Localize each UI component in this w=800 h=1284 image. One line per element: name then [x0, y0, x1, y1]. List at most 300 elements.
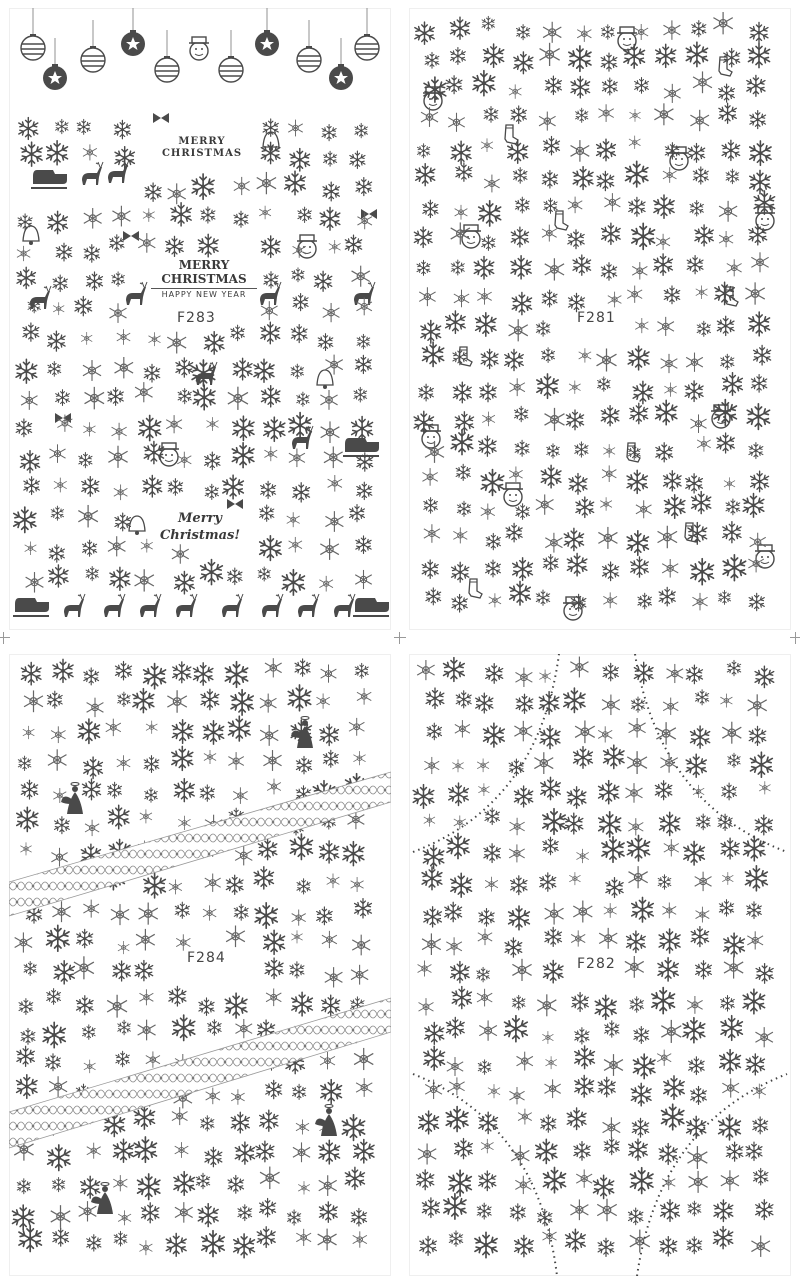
snowflake-icon: [511, 256, 531, 279]
snowflake-icon: [254, 867, 273, 889]
snowflake-icon: [422, 867, 442, 890]
snowflake-icon: [514, 52, 533, 74]
snowflake-icon: [597, 139, 616, 161]
snowflake-icon: [235, 1142, 254, 1164]
snowflake-icon: [172, 746, 193, 770]
snowflake-icon: [598, 726, 612, 742]
snowflake-icon: [143, 475, 162, 497]
snowflake-icon: [476, 313, 496, 336]
greeting-script-christmas: Christmas!: [159, 528, 241, 543]
snowflake-icon: [755, 815, 772, 835]
snowflake-icon: [564, 688, 585, 712]
snowflake-icon: [82, 1025, 95, 1040]
snowflake-icon: [169, 879, 182, 894]
snowflake-icon: [477, 1203, 491, 1219]
snowflake-icon: [288, 685, 310, 711]
snowflake-icon: [206, 417, 218, 431]
snowflake-icon: [86, 567, 98, 581]
snowflake-icon: [82, 477, 99, 497]
snowflake-icon: [48, 749, 67, 770]
snowflake-icon: [451, 48, 466, 65]
snowflake-icon: [24, 961, 36, 975]
snowflake-icon: [20, 451, 39, 473]
snowflake-icon: [109, 303, 126, 323]
snowflake-icon: [114, 120, 130, 138]
snowflake-icon: [746, 1054, 764, 1075]
snowflake-icon: [481, 349, 498, 368]
snowflake-icon: [82, 779, 100, 800]
snowflake-icon: [690, 201, 703, 216]
snowflake-icon: [627, 286, 642, 303]
snowflake-icon: [536, 1139, 557, 1163]
lace-band: [9, 772, 391, 916]
snowflake-icon: [452, 562, 469, 582]
snowflake-icon: [291, 325, 307, 343]
snowflake-icon: [77, 929, 93, 947]
snowflake-icon: [175, 902, 189, 918]
snowflake-icon: [204, 750, 216, 764]
snowflake-icon: [687, 256, 703, 274]
snowflake-icon: [444, 658, 465, 682]
snowflake-icon: [746, 866, 768, 891]
snowflake-icon: [545, 903, 564, 925]
snowflake-icon: [226, 926, 245, 948]
snowflake-icon: [169, 986, 186, 1006]
snowflake-icon: [477, 989, 492, 1007]
snowflake-icon: [321, 665, 337, 683]
snowflake-icon: [568, 197, 582, 214]
snowflake-icon: [486, 560, 501, 577]
snowflake-icon: [750, 22, 768, 43]
snowflake-icon: [139, 1240, 152, 1255]
snowflake-icon: [569, 474, 587, 495]
snowflake-icon: [260, 725, 278, 746]
snowflake-icon: [167, 332, 186, 354]
snowflake-icon: [290, 834, 312, 859]
snowflake-icon: [24, 477, 39, 495]
snowflake-icon: [664, 84, 681, 103]
snowflake-icon: [417, 260, 430, 275]
snowflake-icon: [23, 726, 35, 739]
snowflake-icon: [484, 844, 500, 863]
snowflake-icon: [112, 423, 127, 440]
snowflake-icon: [145, 788, 158, 802]
snowflake-icon: [721, 838, 739, 859]
snowflake-icon: [452, 595, 467, 613]
snowflake-icon: [25, 541, 37, 555]
snowflake-icon: [19, 1226, 41, 1252]
snowflake-icon: [77, 119, 90, 134]
snowflake-icon: [425, 1023, 444, 1045]
snowflake-icon: [686, 353, 703, 372]
snowflake-icon: [574, 747, 593, 769]
snowflake-icon: [449, 1231, 462, 1246]
snowflake-icon: [566, 1229, 586, 1252]
snowflake-icon: [235, 1019, 252, 1038]
snowflake-icon: [484, 175, 499, 193]
snowflake-icon: [322, 995, 340, 1016]
snowflake-icon: [455, 412, 473, 433]
snowflake-icon: [415, 22, 434, 44]
snowflake-icon: [508, 141, 528, 164]
snowflake-icon: [631, 697, 644, 712]
snowflake-icon: [658, 958, 678, 981]
snowflake-icon: [319, 576, 333, 592]
greeting-merry-christmas: MERRY CHRISTMAS: [161, 258, 247, 286]
snowflake-icon: [512, 995, 525, 1010]
snowflake-icon: [509, 1087, 524, 1104]
snowflake-icon: [696, 814, 710, 830]
snowflake-icon: [484, 44, 504, 67]
snowflake-icon: [575, 720, 595, 743]
snowflake-icon: [16, 359, 37, 383]
snowflake-icon: [420, 1236, 437, 1255]
snowflake-icon: [570, 657, 588, 678]
snowflake-icon: [452, 987, 471, 1009]
snowflake-icon: [728, 753, 740, 767]
snowflake-icon: [454, 290, 469, 308]
snowflake-icon: [424, 907, 442, 927]
snowflake-icon: [745, 282, 764, 304]
snowflake-icon: [603, 663, 618, 681]
snowflake-icon: [357, 334, 370, 349]
snowflake-icon: [718, 590, 730, 604]
snowflake-icon: [455, 1139, 473, 1159]
snowflake-icon: [538, 1209, 552, 1226]
snowflake-icon: [664, 1076, 684, 1099]
snowflake-icon: [509, 84, 521, 98]
snowflake-icon: [509, 759, 524, 776]
snowflake-icon: [692, 593, 707, 610]
snowflake-icon: [146, 721, 157, 734]
snowflake-icon: [660, 753, 677, 773]
snowflake-icon: [743, 494, 764, 518]
snowflake-icon: [481, 1139, 493, 1153]
snowflake-icon: [659, 1144, 677, 1165]
snowflake-icon: [604, 903, 617, 918]
snowflake-icon: [541, 777, 560, 799]
snowflake-icon: [118, 692, 131, 706]
snowflake-icon: [512, 293, 531, 315]
snowflake-icon: [355, 570, 372, 589]
snowflake-icon: [751, 252, 768, 272]
snowflake-icon: [627, 531, 648, 555]
snowflake-icon: [606, 878, 623, 898]
snowflake-icon: [418, 960, 432, 976]
snowflake-icon: [417, 1170, 434, 1190]
snowflake-icon: [478, 929, 492, 946]
snowflake-icon: [353, 1231, 367, 1247]
snowflake-icon: [654, 254, 673, 275]
snowflake-icon: [110, 235, 124, 252]
snowflake-icon: [424, 814, 435, 827]
snowflake-icon: [723, 522, 741, 543]
snowflake-icon: [116, 1051, 129, 1066]
snowflake-icon: [48, 1145, 70, 1171]
snowflake-icon: [446, 1017, 464, 1037]
snowflake-icon: [292, 268, 304, 282]
snowflake-icon: [477, 967, 490, 982]
snowflake-icon: [144, 664, 166, 689]
snowflake-icon: [599, 812, 621, 837]
snowflake-icon: [597, 1199, 617, 1222]
snowflake-icon: [654, 195, 674, 218]
snowflake-icon: [84, 1060, 96, 1074]
snowflake-icon: [288, 120, 303, 137]
snowflake-icon: [628, 346, 649, 370]
snowflake-icon: [724, 933, 745, 957]
snowflake-icon: [47, 989, 61, 1005]
snowflake-icon: [21, 1028, 35, 1044]
snowflake-icon: [26, 572, 44, 593]
snowflake-icon: [753, 1117, 768, 1134]
snowflake-icon: [690, 414, 706, 433]
snowflake-icon: [17, 1075, 37, 1098]
snowflake-icon: [266, 1080, 282, 1098]
snowflake-icon: [449, 1170, 471, 1196]
snowflake-icon: [604, 745, 624, 768]
snowflake-icon: [356, 178, 372, 196]
snowflake-icon: [687, 1237, 702, 1254]
snowflake-icon: [545, 927, 562, 946]
snowflake-icon: [229, 716, 251, 741]
snowflake-icon: [726, 169, 739, 184]
snowflake-icon: [113, 1175, 127, 1191]
snowflake-icon: [446, 1107, 468, 1132]
snowflake-icon: [48, 211, 67, 233]
snowflake-icon: [456, 691, 471, 708]
greeting-happy-new-year: HAPPY NEW YEAR: [151, 288, 257, 299]
snowflake-icon: [751, 375, 766, 393]
snowflake-icon: [756, 964, 773, 984]
snowflake-icon: [485, 808, 499, 825]
snowflake-icon: [53, 275, 67, 292]
snowflake-icon: [106, 719, 121, 736]
snowflake-icon: [719, 84, 735, 102]
snowflake-icon: [201, 207, 215, 223]
snowflake-icon: [418, 1143, 436, 1164]
snowflake-icon: [263, 750, 281, 771]
snowflake-icon: [630, 1230, 650, 1253]
snowflake-icon: [113, 1139, 133, 1162]
snowflake-icon: [450, 17, 469, 39]
snowflake-icon: [194, 663, 213, 685]
snowflake-icon: [176, 934, 190, 950]
snowflake-icon: [296, 1229, 311, 1246]
snowflake-icon: [112, 206, 130, 227]
snowflake-icon: [475, 1232, 497, 1257]
snowflake-icon: [265, 658, 282, 677]
snowflake-icon: [201, 560, 223, 585]
snowflake-icon: [75, 297, 92, 316]
snowflake-icon: [138, 233, 155, 253]
snowflake-icon: [422, 1198, 439, 1218]
snowflake-icon: [139, 989, 153, 1005]
snowflake-icon: [43, 1022, 65, 1047]
snowflake-icon: [513, 168, 527, 184]
snowflake-icon: [345, 235, 361, 254]
snowflake-icon: [633, 1054, 654, 1079]
sheet-code: F281: [577, 310, 616, 326]
snowflake-icon: [357, 213, 372, 230]
snowflake-icon: [83, 144, 97, 160]
snowflake-icon: [292, 1084, 305, 1099]
snowflake-icon: [166, 236, 183, 256]
snowflake-icon: [574, 1142, 590, 1161]
snowflake-icon: [289, 449, 305, 468]
snowflake-icon: [74, 956, 94, 979]
snowflake-icon: [356, 536, 371, 554]
snowflake-icon: [690, 110, 709, 131]
snowflake-icon: [264, 417, 285, 441]
snowflake-icon: [53, 659, 73, 682]
snowflake-icon: [178, 389, 191, 404]
snowflake-icon: [133, 689, 154, 713]
snowflake-icon: [540, 43, 560, 66]
snowflake-icon: [228, 387, 248, 410]
snowflake-icon: [261, 322, 280, 344]
snowflake-icon: [238, 1205, 252, 1221]
snowflake-icon: [354, 387, 367, 402]
snowflake-icon: [575, 442, 588, 457]
snowflake-icon: [146, 1051, 160, 1067]
snowflake-icon: [134, 1137, 156, 1162]
snowflake-icon: [78, 505, 98, 528]
snowflake-icon: [511, 1145, 529, 1166]
snowflake-icon: [54, 961, 74, 984]
snowflake-icon: [567, 554, 586, 576]
snowflake-icon: [454, 815, 466, 829]
snowflake-icon: [235, 846, 252, 866]
snowflake-icon: [109, 805, 129, 828]
snowflake-icon: [422, 468, 437, 486]
snowflake-icon: [291, 364, 304, 378]
snowflake-icon: [629, 197, 645, 216]
snowflake-icon: [721, 354, 734, 369]
snowflake-icon: [293, 1142, 310, 1162]
snowflake-icon: [422, 560, 438, 578]
snowflake-icon: [722, 1078, 739, 1097]
snowflake-icon: [21, 663, 40, 685]
snowflake-icon: [628, 818, 643, 835]
snowflake-icon: [295, 659, 310, 676]
snowflake-icon: [424, 498, 438, 514]
snowflake-icon: [656, 44, 676, 67]
snowflake-icon: [140, 809, 152, 823]
snowflake-icon: [260, 1110, 278, 1131]
snowflake-icon: [85, 820, 99, 836]
snowflake-icon: [423, 200, 438, 217]
snowflake-icon: [754, 345, 771, 365]
snowflake-icon: [320, 390, 337, 410]
snowflake-icon: [455, 205, 468, 220]
snowflake-icon: [748, 43, 769, 67]
snowflake-icon: [477, 288, 491, 305]
snowflake-icon: [139, 415, 161, 440]
snowflake-icon: [453, 527, 467, 543]
snowflake-icon: [323, 750, 338, 767]
snowflake-icon: [51, 848, 67, 867]
snowflake-icon: [108, 782, 122, 798]
snowflake-icon: [486, 664, 503, 684]
snowflake-icon: [24, 690, 43, 712]
snowflake-icon: [421, 321, 441, 344]
snowflake-icon: [749, 312, 770, 336]
snowflake-icon: [660, 812, 680, 835]
snowflake-icon: [231, 325, 245, 341]
snowflake-icon: [536, 321, 549, 336]
snowflake-icon: [342, 1115, 364, 1141]
snowflake-icon: [663, 20, 680, 39]
snowflake-icon: [424, 757, 439, 774]
snowflake-icon: [297, 392, 309, 406]
snowflake-icon: [751, 752, 773, 777]
snowflake-icon: [746, 1142, 762, 1160]
snowflake-icon: [683, 1018, 705, 1043]
snowflake-icon: [722, 722, 741, 744]
snowflake-icon: [696, 961, 712, 979]
snowflake-icon: [662, 1104, 684, 1130]
snowflake-icon: [226, 875, 243, 894]
snowflake-icon: [749, 593, 764, 610]
snowflake-icon: [175, 1202, 193, 1223]
snowflake-icon: [722, 140, 740, 160]
snowflake-icon: [688, 1201, 701, 1216]
snowflake-icon: [569, 381, 581, 394]
snowflake-icon: [263, 119, 278, 136]
snowflake-icon: [543, 22, 561, 43]
snowflake-icon: [329, 240, 341, 254]
snowflake-icon: [750, 170, 770, 193]
snowflake-icon: [691, 1086, 707, 1104]
snowflake-icon: [537, 994, 556, 1016]
snowflake-icon: [414, 227, 432, 247]
snowflake-icon: [726, 1142, 743, 1161]
snowflake-icon: [256, 1141, 274, 1162]
snowflake-icon: [172, 544, 189, 563]
snowflake-icon: [455, 720, 470, 737]
snowflake-icon: [87, 1143, 101, 1159]
snowflake-icon: [445, 902, 462, 921]
snowflake-icon: [114, 1231, 127, 1246]
snowflake-icon: [696, 907, 710, 923]
snowflake-icon: [722, 872, 733, 885]
snowflake-icon: [479, 436, 496, 456]
snowflake-icon: [543, 1167, 565, 1192]
snowflake-icon: [568, 230, 584, 249]
snowflake-icon: [516, 25, 529, 40]
snowflake-icon: [49, 565, 68, 587]
snowflake-icon: [661, 1200, 680, 1222]
snowflake-icon: [515, 1235, 534, 1256]
snowflake-icon: [692, 21, 706, 37]
snowflake-icon: [661, 354, 678, 373]
snowflake-icon: [636, 500, 652, 518]
snowflake-icon: [515, 197, 529, 213]
snowflake-icon: [484, 107, 498, 123]
snowflake-icon: [544, 198, 557, 213]
snowflake-icon: [662, 559, 678, 578]
snowflake-icon: [168, 183, 186, 204]
snowflake-icon: [692, 492, 711, 514]
snowflake-icon: [135, 569, 154, 591]
snowflake-icon: [545, 258, 564, 280]
snowflake-icon: [480, 383, 496, 402]
snowflake-icon: [139, 903, 158, 925]
snowflake-icon: [749, 726, 766, 745]
snowflake-icon: [571, 140, 590, 162]
snowflake-icon: [422, 933, 441, 955]
